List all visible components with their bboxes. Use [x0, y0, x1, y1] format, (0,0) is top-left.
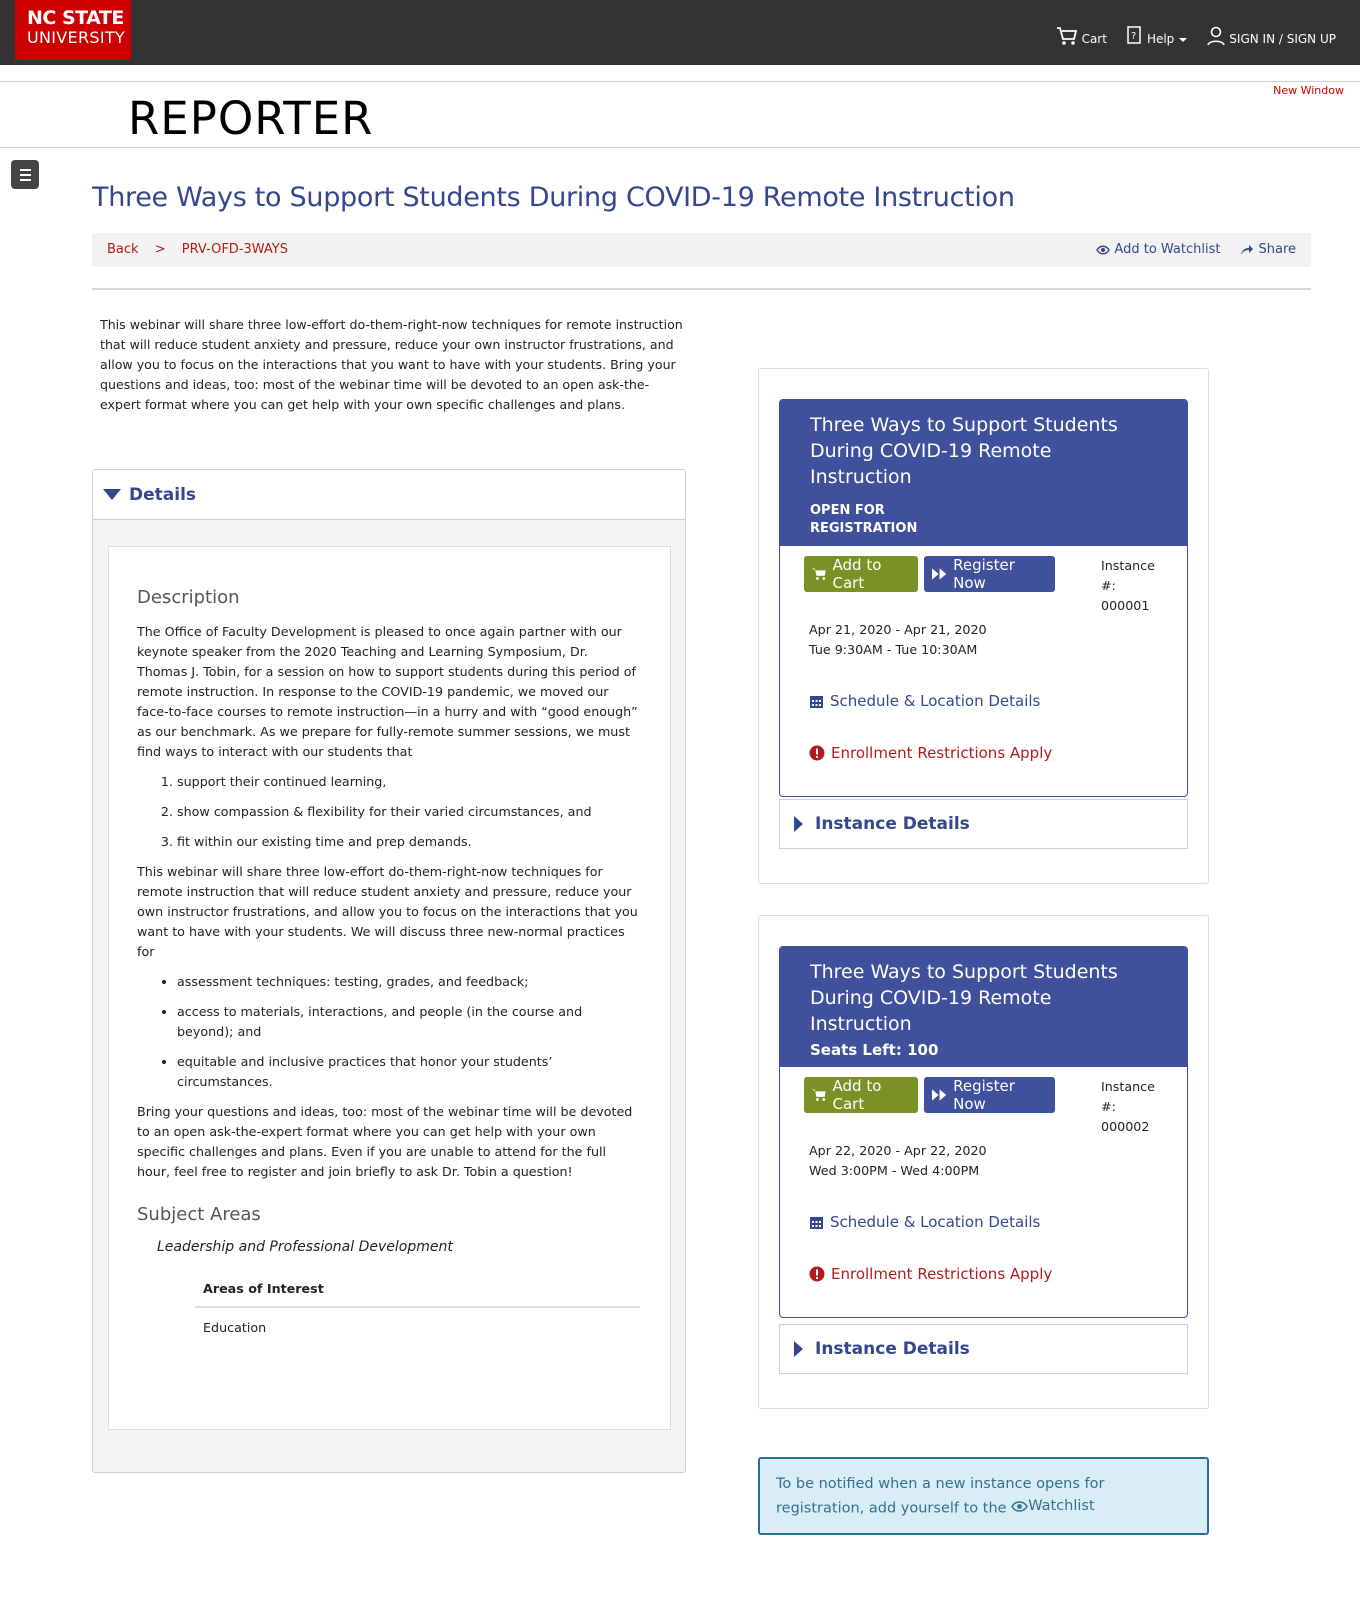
- add-to-cart-label: Add to Cart: [832, 556, 882, 592]
- instance-title: Three Ways to Support Students During COVID-19 Remote Instruction: [810, 414, 1118, 488]
- instance-details-label: Instance Details: [815, 814, 970, 834]
- exclamation-circle-icon: [809, 1266, 825, 1282]
- instance-number: Instance #: 000001: [1101, 558, 1155, 613]
- enrollment-restrictions-link[interactable]: [804, 744, 1163, 796]
- back-link[interactable]: Back: [107, 242, 139, 257]
- details-heading: Details: [129, 484, 197, 505]
- add-to-watchlist-link[interactable]: [1096, 242, 1220, 257]
- register-now-button[interactable]: [924, 556, 1055, 592]
- breadcrumb-actions: [1076, 242, 1296, 257]
- help-menu[interactable]: [1127, 26, 1187, 46]
- add-to-cart-button[interactable]: [804, 1077, 918, 1113]
- fast-forward-icon: [932, 567, 947, 581]
- hamburger-icon-bar: [20, 179, 31, 181]
- areas-of-interest-value: Education: [203, 1320, 267, 1335]
- instance-panel-1: [758, 368, 1209, 884]
- caret-right-icon: [794, 1341, 803, 1357]
- signin-label: SIGN IN / SIGN UP: [1229, 32, 1336, 46]
- breadcrumb: [92, 233, 1311, 267]
- areas-of-interest-table: [195, 1273, 640, 1347]
- cart-label: Cart: [1081, 32, 1107, 46]
- time-range: Wed 3:00PM - Wed 4:00PM: [809, 1163, 980, 1178]
- instance-details-toggle[interactable]: [779, 799, 1188, 849]
- instance-card-body: [780, 546, 1187, 796]
- chevron-down-icon: [1179, 38, 1187, 42]
- instance-card-header: [780, 400, 1187, 546]
- list-item: • assessment techniques: testing, grades, and feedback;: [177, 972, 642, 992]
- eye-icon: [1096, 244, 1110, 256]
- time-range: Tue 9:30AM - Tue 10:30AM: [809, 642, 978, 657]
- instance-dates: [804, 620, 1163, 660]
- seats-left: Seats Left: 100: [810, 1041, 939, 1059]
- eye-icon: [1011, 1500, 1028, 1513]
- cart-icon: [1056, 26, 1078, 46]
- logo-line1: NC STATE: [27, 7, 124, 29]
- list-item: • equitable and inclusive practices that honor your students’ circumstances.: [177, 1052, 642, 1092]
- intro-text: This webinar will share three low-effort do-them-right-now techniques for remote instruction that will reduce student anxiety and pressure, reduce your own instructor frustrations, and allow you to focus on the interactions that you want to have with your students. Bring your questions and ideas, too: most of the webinar time will be devoted to an open ask-the-expert format where you can get help with your own specific challenges and plans.: [100, 317, 683, 412]
- signin-link[interactable]: [1207, 26, 1336, 46]
- details-toggle[interactable]: [93, 470, 685, 520]
- menu-toggle-button[interactable]: [11, 160, 39, 189]
- cart-icon: [812, 567, 827, 581]
- top-bar: [0, 0, 1360, 65]
- enrollment-restrictions-link[interactable]: [804, 1265, 1163, 1317]
- description-paragraph: The Office of Faculty Development is pleased to once again partner with our keynote speaker from the 2020 Teaching and Learning Symposium, Dr. Thomas J. Tobin, for a session on how to support students during this period of remote instruction. In response to the COVID-19 pandemic, we moved our face-to-face courses to remote instruction—in a hurry and with “good enough” as our benchmark. As we prepare for fully-remote summer sessions, we must find ways to interact with our students that: [137, 624, 638, 759]
- add-to-cart-label: Add to Cart: [832, 1077, 882, 1113]
- description-bullet-list: [137, 972, 642, 1092]
- top-nav: [1036, 26, 1336, 46]
- schedule-location-link[interactable]: [804, 1213, 1163, 1231]
- calendar-icon: [809, 1215, 824, 1230]
- description: [137, 622, 642, 1182]
- date-range: Apr 22, 2020 - Apr 22, 2020: [809, 1143, 987, 1158]
- register-now-label: Register Now: [953, 556, 1015, 592]
- description-ordered-list: [137, 772, 642, 852]
- restrictions-label: Enrollment Restrictions Apply: [831, 1265, 1053, 1283]
- instance-number: Instance #: 000002: [1101, 1079, 1155, 1134]
- areas-of-interest-heading: Areas of Interest: [195, 1273, 640, 1308]
- watchlist-notice: [758, 1457, 1209, 1535]
- list-item: 3. fit within our existing time and prep demands.: [177, 832, 642, 852]
- date-range: Apr 21, 2020 - Apr 21, 2020: [809, 622, 987, 637]
- instance-card: [779, 399, 1188, 797]
- share-icon: [1240, 244, 1254, 256]
- register-now-button[interactable]: [924, 1077, 1055, 1113]
- instance-card-header: [780, 947, 1187, 1067]
- reporter-band: [0, 81, 1360, 148]
- ncstate-logo[interactable]: [15, 0, 131, 60]
- registration-status: OPEN FOR REGISTRATION: [810, 503, 918, 536]
- reporter-title: REPORTER: [128, 92, 374, 145]
- help-label: Help: [1146, 32, 1175, 46]
- logo-line2: UNIVERSITY: [27, 28, 125, 47]
- svg-text:?: ?: [1130, 31, 1137, 42]
- fast-forward-icon: [932, 1088, 947, 1102]
- breadcrumb-links: [107, 242, 288, 257]
- caret-right-icon: [794, 816, 803, 832]
- instance-dates: [804, 1141, 1163, 1181]
- instance-card: [779, 946, 1188, 1318]
- user-icon: [1207, 26, 1225, 46]
- watchlist-link[interactable]: [1011, 1495, 1094, 1517]
- share-label: Share: [1258, 242, 1296, 257]
- schedule-location-link[interactable]: [804, 692, 1163, 710]
- breadcrumb-separator: >: [154, 242, 166, 257]
- new-window-link[interactable]: New Window: [1273, 84, 1344, 97]
- list-item: 1. support their continued learning,: [177, 772, 642, 792]
- subject-areas-heading: Subject Areas: [137, 1204, 261, 1225]
- cart-link[interactable]: [1056, 26, 1107, 46]
- description-paragraph: Bring your questions and ideas, too: most of the webinar time will be devoted to an open ask-the-expert format where you can get help with your own specific challenges and plans. Even if you are unable to attend for the full hour, feel free to register and join briefly to ask Dr. Tobin a question!: [137, 1104, 633, 1179]
- hamburger-icon: [20, 169, 31, 171]
- calendar-icon: [809, 694, 824, 709]
- details-body: [108, 546, 671, 1430]
- breadcrumb-code[interactable]: PRV-OFD-3WAYS: [181, 242, 288, 257]
- list-item: • access to materials, interactions, and people (in the course and beyond); and: [177, 1002, 642, 1042]
- watchlist-label: Add to Watchlist: [1114, 242, 1221, 257]
- schedule-label: Schedule & Location Details: [830, 692, 1041, 710]
- caret-down-icon: [103, 489, 121, 500]
- subject-area: Leadership and Professional Development: [157, 1239, 453, 1255]
- page-title: Three Ways to Support Students During COVID-19 Remote Instruction: [92, 182, 1015, 213]
- description-heading: Description: [137, 587, 240, 608]
- details-panel: [92, 469, 686, 1473]
- instance-details-label: Instance Details: [815, 1339, 970, 1359]
- instance-panel-2: [758, 915, 1209, 1409]
- description-paragraph: This webinar will share three low-effort do-them-right-now techniques for remote instruction that will reduce student anxiety and pressure, reduce your own instructor frustrations, and allow you to focus on the interactions that you want to have with your students. We will discuss three new-normal practices for: [137, 864, 638, 959]
- register-now-label: Register Now: [953, 1077, 1015, 1113]
- share-link[interactable]: [1240, 242, 1296, 257]
- restrictions-label: Enrollment Restrictions Apply: [831, 744, 1053, 762]
- help-icon: [1127, 26, 1143, 46]
- hamburger-icon-bar: [20, 174, 31, 176]
- watchlist-label: Watchlist: [1028, 1498, 1095, 1514]
- divider: [92, 288, 1311, 290]
- add-to-cart-button[interactable]: [804, 556, 918, 592]
- notice-text: To be notified when a new instance opens for registration, add yourself to the: [776, 1476, 1105, 1517]
- exclamation-circle-icon: [809, 745, 825, 761]
- instance-details-toggle[interactable]: [779, 1324, 1188, 1374]
- schedule-label: Schedule & Location Details: [830, 1213, 1041, 1231]
- instance-title: Three Ways to Support Students During COVID-19 Remote Instruction: [810, 961, 1118, 1035]
- cart-icon: [812, 1088, 827, 1102]
- instance-card-body: [780, 1067, 1187, 1317]
- list-item: 2. show compassion & flexibility for their varied circumstances, and: [177, 802, 642, 822]
